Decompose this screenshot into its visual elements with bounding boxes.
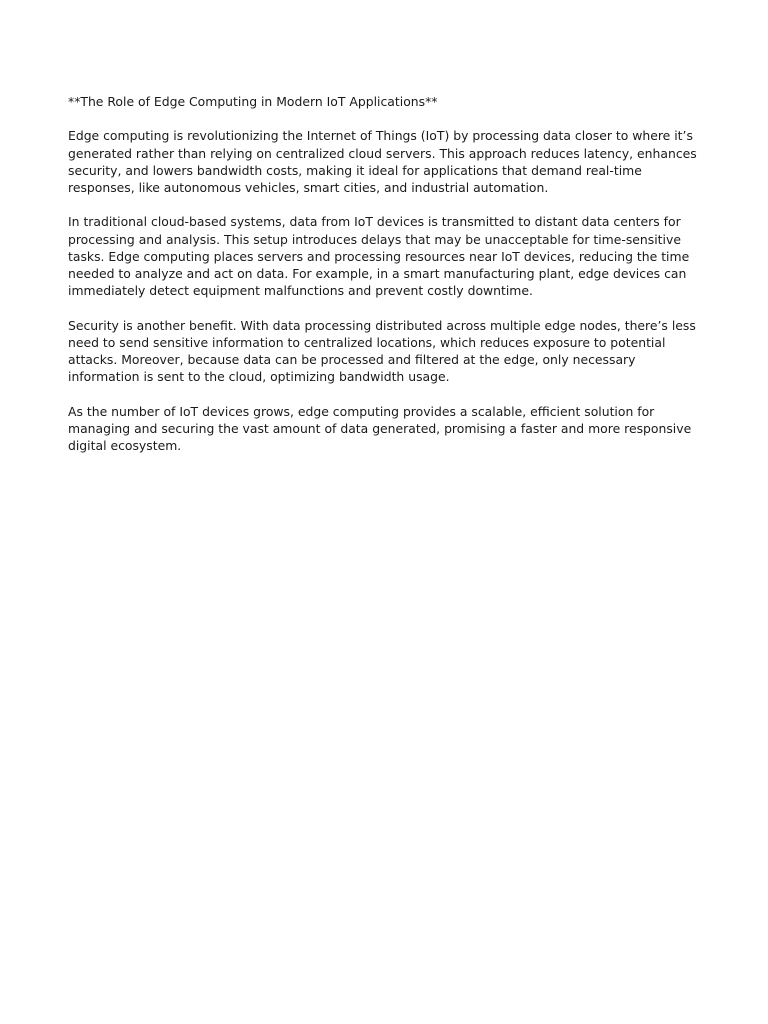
- paragraph-security: Security is another benefit. With data processing distributed across multiple edge nodes, there’s less need to send sensitive information to centralized locations, which reduces exposure to potential attacks. Moreover, because data can be processed and filtered at the edge, only necessary information is sent to the cloud, optimizing bandwidth usage.: [68, 317, 696, 385]
- paragraph-conclusion: As the number of IoT devices grows, edge computing provides a scalable, efficient solution for managing and securing the vast amount of data generated, promising a faster and more responsive digital ecosystem.: [68, 403, 692, 453]
- paragraph-traditional-cloud: In traditional cloud-based systems, data from IoT devices is transmitted to distant data centers for processing and analysis. This setup introduces delays that may be unacceptable for time-sensitive tasks. Edge computing places servers and processing resources near IoT devices, reducing the time needed to analyze and act on data. For example, in a smart manufacturing plant, edge devices can immediately detect equipment malfunctions and prevent costly downtime.: [68, 214, 690, 299]
- document-title: **The Role of Edge Computing in Modern IoT Applications**: [68, 94, 438, 109]
- paragraph-edge-computing-intro: Edge computing is revolutionizing the Internet of Things (IoT) by processing data closer to where it’s generated rather than relying on centralized cloud servers. This approach reduces latency, enhances security, and lowers bandwidth costs, making it ideal for applications that demand real-time responses, like autonomous vehicles, smart cities, and industrial automation.: [68, 128, 697, 195]
- document-page: [68, 93, 708, 471]
